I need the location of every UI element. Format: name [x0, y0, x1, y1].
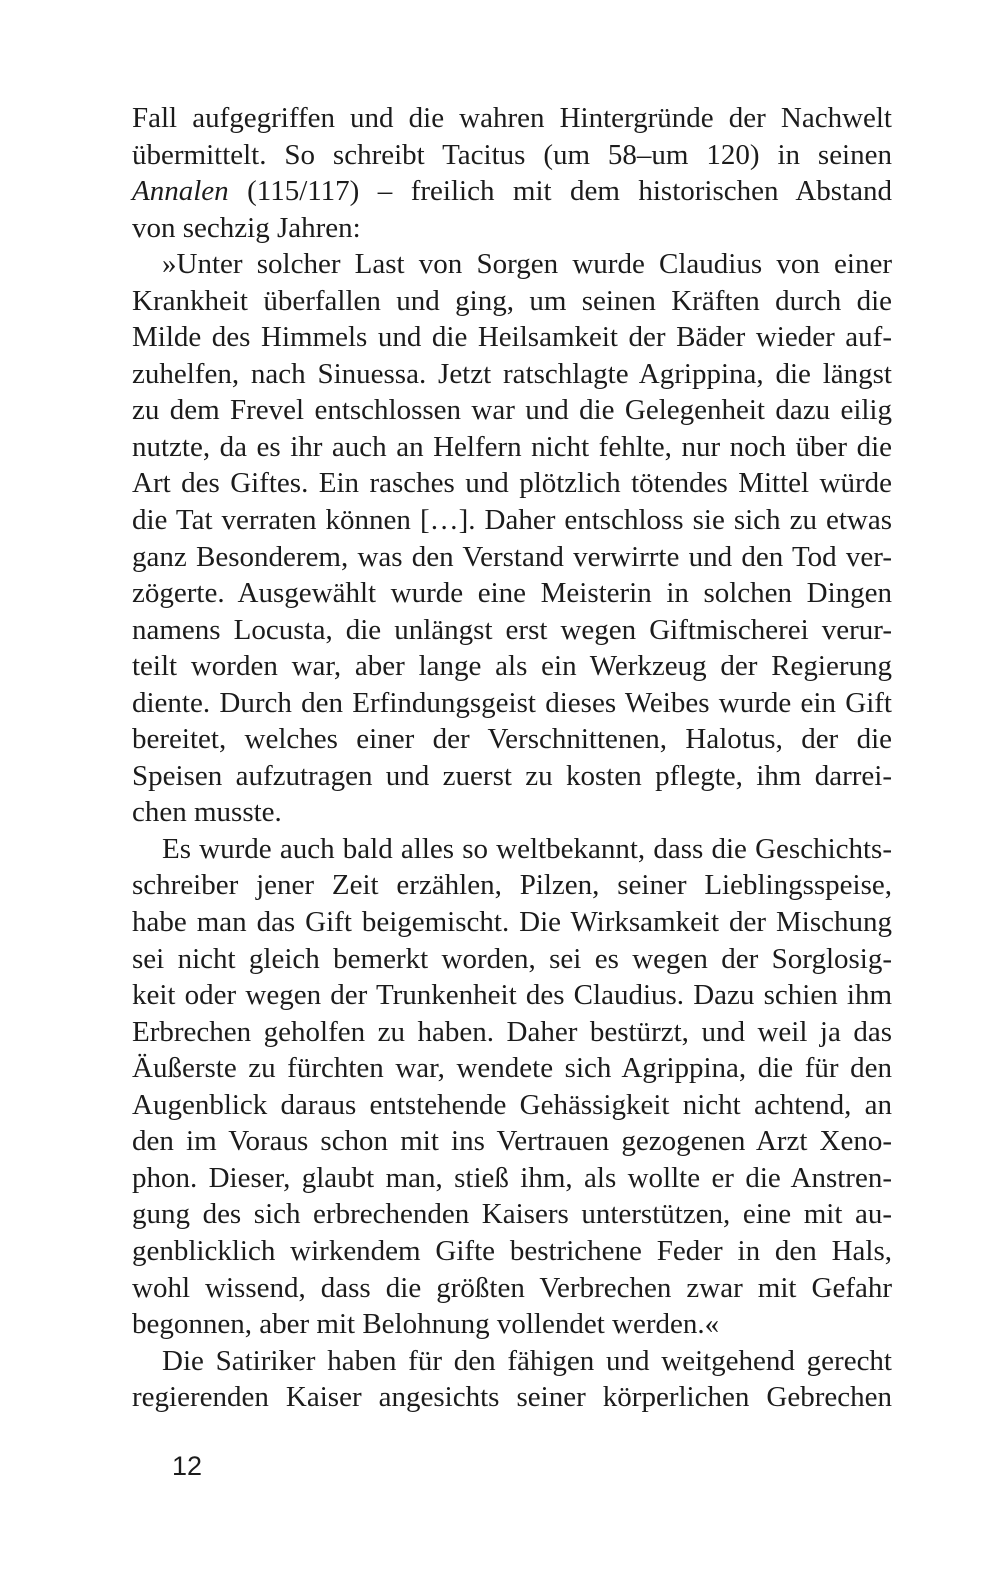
- text-line: bereitet, welches einer der Verschnittenen, Halotus, der die: [132, 723, 892, 756]
- text-line: regierenden Kaiser angesichts seiner körperlichen Gebrechen: [132, 1381, 892, 1414]
- text-line: [132, 173, 892, 210]
- text-line: teilt worden war, aber lange als ein Werkzeug der Regierung: [132, 650, 892, 683]
- text-line: Milde des Himmels und die Heilsamkeit der Bäder wieder auf-: [132, 321, 892, 354]
- text-line: genblicklich wirkendem Gifte bestrichene Feder in den Hals,: [132, 1234, 892, 1267]
- text-line: zuhelfen, nach Sinuessa. Jetzt ratschlagte Agrippina, die längst: [132, 357, 892, 390]
- text-line: Speisen aufzutragen und zuerst zu kosten pflegte, ihm darrei-: [132, 759, 892, 792]
- text-line: diente. Durch den Erfindungsgeist dieses Weibes wurde ein Gift: [132, 686, 892, 719]
- text-line: keit oder wegen der Trunkenheit des Claudius. Dazu schien ihm: [132, 979, 892, 1012]
- text-line: Augenblick daraus entstehende Gehässigkeit nicht achtend, an: [132, 1088, 892, 1121]
- text-line: zögerte. Ausgewählt wurde eine Meisterin in solchen Dingen: [132, 577, 892, 610]
- text-line: begonnen, aber mit Belohnung vollendet werden.«: [132, 1308, 720, 1341]
- book-page-text: [132, 100, 892, 1416]
- text-line: Fall aufgegriffen und die wahren Hintergründe der Nachwelt: [132, 102, 892, 134]
- quote-start-line: »Unter solcher Last von Sorgen wurde Claudius von einer: [162, 248, 892, 281]
- text-line: von sechzig Jahren:: [132, 211, 361, 244]
- text-line: Art des Giftes. Ein rasches und plötzlich tötendes Mittel würde: [132, 467, 892, 500]
- italic-title-annalen: Annalen: [132, 175, 229, 208]
- text-line: ganz Besonderem, was den Verstand verwirrte und den Tod ver-: [132, 540, 892, 573]
- text-line: schreiber jener Zeit erzählen, Pilzen, seiner Lieblingsspeise,: [132, 869, 892, 902]
- text-line: wohl wissend, dass die größten Verbrechen zwar mit Gefahr: [132, 1271, 892, 1304]
- page-number: 12: [172, 1451, 203, 1481]
- text-line: den im Voraus schon mit ins Vertrauen gezogenen Arzt Xeno-: [132, 1125, 892, 1158]
- text-line: chen musste.: [132, 796, 282, 829]
- text-line: habe man das Gift beigemischt. Die Wirksamkeit der Mischung: [132, 906, 892, 939]
- paragraph-start-line: Die Satiriker haben für den fähigen und weitgehend gerecht: [162, 1344, 892, 1377]
- text-line: zu dem Frevel entschlossen war und die Gelegenheit dazu eilig: [132, 394, 892, 427]
- text-line-rest: (115/117) – freilich mit dem historischen Abstand: [247, 175, 893, 208]
- paragraph-start-line: Es wurde auch bald alles so weltbekannt, dass die Geschichts-: [162, 832, 892, 865]
- text-line: Erbrechen geholfen zu haben. Daher bestürzt, und weil ja das: [132, 1015, 892, 1048]
- text-line: nutzte, da es ihr auch an Helfern nicht fehlte, nur noch über die: [132, 430, 892, 463]
- text-line: namens Locusta, die unlängst erst wegen Giftmischerei verur-: [132, 613, 892, 646]
- text-line: übermittelt. So schreibt Tacitus (um 58–um 120) in seinen: [132, 138, 892, 171]
- text-line: phon. Dieser, glaubt man, stieß ihm, als wollte er die Anstren-: [132, 1161, 892, 1194]
- text-line: die Tat verraten können […]. Daher entschloss sie sich zu etwas: [132, 504, 892, 537]
- text-line: gung des sich erbrechenden Kaisers unterstützen, eine mit au-: [132, 1198, 892, 1231]
- text-line: sei nicht gleich bemerkt worden, sei es wegen der Sorglosig-: [132, 942, 892, 975]
- text-line: Krankheit überfallen und ging, um seinen Kräften durch die: [132, 284, 892, 317]
- text-line: Äußerste zu fürchten war, wendete sich Agrippina, die für den: [132, 1052, 892, 1085]
